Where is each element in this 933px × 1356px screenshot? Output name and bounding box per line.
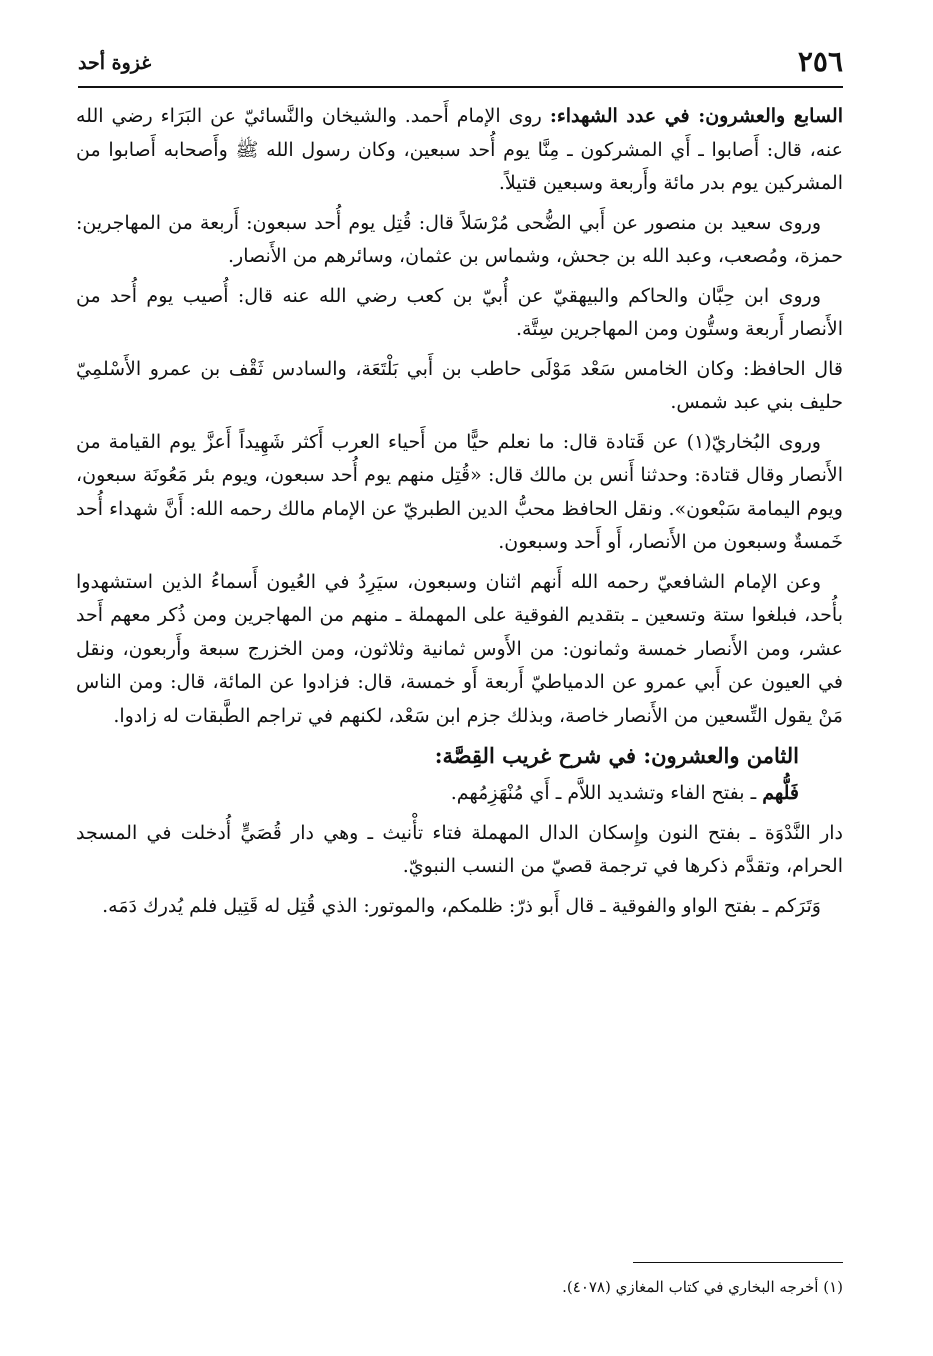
paragraph-bukhari: وروى البُخاريّ(١) عن قَتادة قال: ما نعلم حيًّا من أَحياء العرب أَكثر شَهِيداً أَعزَّ يوم القيامة من الأَنصار وقال قتادة: وحدثنا أَنس بن مالك قال: «قُتِل منهم يوم أُحد سبعون، ويوم بئر مَعُونَة سبعون، ويوم اليمامة سَبْعون». ونقل الحافظ محبُّ الدين الطبريّ عن الإمام مالك رحمه الله: أَنَّ شهداء أُحد خَمسةٌ وسبعون من الأَنصار، أَو أَحد وسبعون. (76, 430, 843, 553)
footnote: (١) أخرجه البخاري في كتاب المغازي (٤٠٧٨). (562, 1278, 843, 1296)
section-heading-27: السابع والعشرون: في عدد الشهداء: (549, 105, 843, 127)
running-title: غزوة أحد (78, 52, 152, 74)
paragraph-martyrs-count (76, 100, 843, 201)
gloss-item: دار النَّدْوَة ـ بفتح النون وإِسكان الدال المهملة فتاء تأْنيث ـ وهي دار قُصَيٍّ أُدخلت في المسجد الحرام، وتقدَّم ذكرها في ترجمة قصيّ من النسب النبويّ. (76, 821, 843, 877)
page-header (78, 42, 843, 88)
paragraph-said-ibn-mansur: وروى سعيد بن منصور عن أَبي الضُّحى مُرْسَلاً قال: قُتِل يوم أُحد سبعون: أَربعة من المهاجرين: حمزة، ومُصعب، وعبد الله بن جحش، وشماس بن عثمان، وسائرهم من الأَنصار. (76, 211, 843, 267)
footnote-divider (633, 1262, 843, 1263)
gloss-text: ـ بفتح الفاء وتشديد اللاَّم ـ أَي مُنْهَزِمُهم. (450, 782, 763, 804)
paragraph-text: روى الإمام أَحمد. والشيخان والنَّسائيّ عن البَرَاء رضي الله عنه، قال: أَصابوا ـ أَي المشركون ـ مِنَّا يوم أُحد سبعين، وكان رسول الله ﷺ وأَصحابه أَصابوا من المشركين يوم بدر مائة وأَربعة وسبعين قتيلاً. (76, 105, 843, 194)
paragraph-hafiz: قال الحافظ: وكان الخامس سَعْد مَوْلَى حاطب بن أَبي بَلْتَعَة، والسادس ثَقْف بن عمرو الأَسْلمِيّ حليف بني عبد شمس. (76, 357, 843, 413)
paragraph-shafii: وعن الإمام الشافعيّ رحمه الله أَنهم اثنان وسبعون، سيَرِدُ في العُيون أَسماءُ الذين استشهدوا بأُحد، فبلغوا ستة وتسعين ـ بتقديم الفوقية على المهملة ـ منهم من المهاجرين ومن ذُكر معهم أَحد عشر، ومن الأَنصار خمسة وثمانون: من الأَوس ثمانية وثلاثون، ومن الخزرج سبعة وأَربعون، ونقل في العيون عن أَبي عمرو عن الدمياطيّ أَربعة أَو خمسة، قال: فزادوا عن المائة، قال: ومن الناس مَنْ يقول التِّسعين من الأَنصار خاصة، وبذلك جزم ابن سَعْد، لكنهم في تراجم الطَّبقات له زادوا. (76, 570, 843, 727)
gloss-item (76, 777, 843, 811)
section-heading-28: الثامن والعشرون: في شرح غريب القِصَّة: (434, 743, 799, 768)
gloss-term: فَلُّهم (762, 782, 799, 804)
paragraph-ibn-hibban: وروى ابن حِبَّان والحاكم والبيهقيّ عن أُبيّ بن كعب رضي الله عنه قال: أُصيب يوم أُحد من الأَنصار أَربعة وستُّون ومن المهاجرين سِتَّة. (76, 284, 843, 340)
page-number: ٢٥٦ (797, 45, 843, 78)
body-text (76, 100, 843, 929)
gloss-item: وَتَرَكم ـ بفتح الواو والفوقية ـ قال أَبو ذرّ: ظلمكم، والموتور: الذي قُتِل له قَتِيل فلم يُدرك دَمَه. (102, 894, 821, 917)
